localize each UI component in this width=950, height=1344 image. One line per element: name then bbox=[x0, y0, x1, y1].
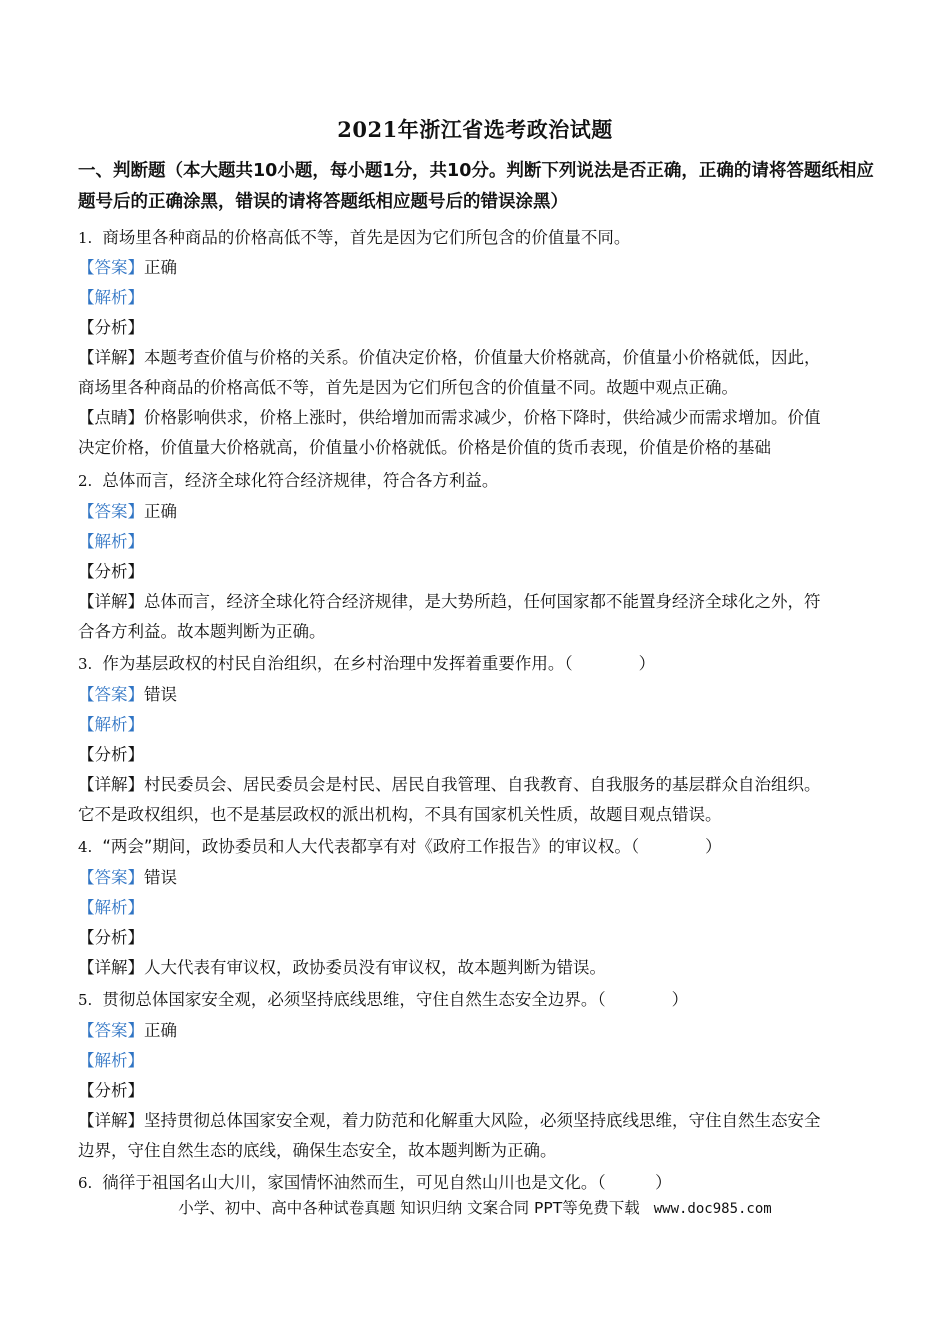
answer-label: 【答案】 bbox=[78, 258, 144, 277]
question-text: 徜徉于祖国名山大川，家国情怀油然而生，可见自然山川也是文化。（ ） bbox=[102, 1173, 672, 1192]
page-footer bbox=[0, 1196, 950, 1218]
fenxi-label: 【分析】 bbox=[78, 318, 144, 337]
question-number: 1. bbox=[78, 229, 93, 247]
detail-row bbox=[78, 773, 821, 797]
detail-row-cont bbox=[78, 376, 738, 400]
question-6 bbox=[78, 1171, 672, 1195]
fenxi-label: 【分析】 bbox=[78, 1081, 144, 1100]
question-text: 总体而言，经济全球化符合经济规律，符合各方利益。 bbox=[102, 471, 499, 490]
analysis-row bbox=[78, 713, 144, 737]
question-number: 3. bbox=[78, 655, 93, 673]
analysis-label: 【解析】 bbox=[78, 1051, 144, 1070]
fenxi-row bbox=[78, 743, 144, 767]
question-number: 6. bbox=[78, 1174, 93, 1192]
fenxi-row bbox=[78, 1079, 144, 1103]
answer-row bbox=[78, 1019, 177, 1043]
fenxi-label: 【分析】 bbox=[78, 562, 144, 581]
footer-text: 小学、初中、高中各种试卷真题 知识归纳 文案合同 PPT等免费下载 bbox=[178, 1199, 640, 1217]
question-number: 5. bbox=[78, 991, 93, 1009]
question-text: 贯彻总体国家安全观，必须坚持底线思维，守住自然生态安全边界。（ ） bbox=[102, 990, 689, 1009]
detail-text: 合各方利益。故本题判断为正确。 bbox=[78, 622, 326, 641]
fenxi-row bbox=[78, 926, 144, 950]
detail-text: 人大代表有审议权，政协委员没有审议权，故本题判断为错误。 bbox=[144, 958, 606, 977]
detail-label: 【详解】 bbox=[78, 775, 144, 794]
answer-value: 错误 bbox=[144, 868, 177, 887]
analysis-label: 【解析】 bbox=[78, 898, 144, 917]
fenxi-label: 【分析】 bbox=[78, 745, 144, 764]
analysis-label: 【解析】 bbox=[78, 715, 144, 734]
analysis-row bbox=[78, 896, 144, 920]
answer-row bbox=[78, 500, 177, 524]
detail-label: 【详解】 bbox=[78, 592, 144, 611]
analysis-row bbox=[78, 286, 144, 310]
fenxi-row bbox=[78, 560, 144, 584]
question-number: 2. bbox=[78, 472, 93, 490]
detail-text: 村民委员会、居民委员会是村民、居民自我管理、自我教育、自我服务的基层群众自治组织。 bbox=[144, 775, 821, 794]
question-text: “两会”期间，政协委员和人大代表都享有对《政府工作报告》的审议权。（ ） bbox=[102, 837, 722, 856]
question-4 bbox=[78, 835, 722, 859]
answer-label: 【答案】 bbox=[78, 685, 144, 704]
answer-value: 正确 bbox=[144, 258, 177, 277]
detail-text: 本题考查价值与价格的关系。价值决定价格，价值量大价格就高，价值量小价格就低，因此， bbox=[144, 348, 821, 367]
detail-label: 【详解】 bbox=[78, 1111, 144, 1130]
page-title: 2021年浙江省选考政治试题 bbox=[337, 117, 613, 142]
answer-row bbox=[78, 866, 177, 890]
detail-row bbox=[78, 956, 606, 980]
detail-row-cont bbox=[78, 620, 326, 644]
detail-row-cont bbox=[78, 803, 722, 827]
question-5 bbox=[78, 988, 688, 1012]
answer-label: 【答案】 bbox=[78, 868, 144, 887]
answer-value: 正确 bbox=[144, 502, 177, 521]
analysis-row bbox=[78, 530, 144, 554]
answer-row bbox=[78, 683, 177, 707]
question-text: 作为基层政权的村民自治组织，在乡村治理中发挥着重要作用。（ ） bbox=[102, 654, 656, 673]
answer-row bbox=[78, 256, 177, 280]
dianjing-label: 【点睛】 bbox=[78, 408, 144, 427]
question-1 bbox=[78, 226, 630, 250]
detail-text: 它不是政权组织，也不是基层政权的派出机构，不具有国家机关性质，故题目观点错误。 bbox=[78, 805, 722, 824]
analysis-label: 【解析】 bbox=[78, 532, 144, 551]
detail-text: 总体而言，经济全球化符合经济规律，是大势所趋，任何国家都不能置身经济全球化之外，符 bbox=[144, 592, 821, 611]
answer-label: 【答案】 bbox=[78, 1021, 144, 1040]
section-heading: 一、判断题（本大题共10小题，每小题1分，共10分。判断下列说法是否正确，正确的请将答题纸相应题号后的正确涂黑，错误的请将答题纸相应题号后的错误涂黑） bbox=[78, 161, 874, 212]
question-2 bbox=[78, 469, 498, 493]
detail-row bbox=[78, 1109, 821, 1133]
detail-row bbox=[78, 590, 821, 614]
answer-value: 错误 bbox=[144, 685, 177, 704]
question-text: 商场里各种商品的价格高低不等，首先是因为它们所包含的价值量不同。 bbox=[102, 228, 631, 247]
answer-value: 正确 bbox=[144, 1021, 177, 1040]
dianjing-row bbox=[78, 406, 821, 430]
dianjing-text: 价格影响供求，价格上涨时，供给增加而需求减少，价格下降时，供给减少而需求增加。价值 bbox=[144, 408, 821, 427]
answer-label: 【答案】 bbox=[78, 502, 144, 521]
detail-label: 【详解】 bbox=[78, 348, 144, 367]
analysis-row bbox=[78, 1049, 144, 1073]
detail-row-cont bbox=[78, 1139, 557, 1163]
question-3 bbox=[78, 652, 655, 676]
footer-url[interactable]: www.doc985.com bbox=[653, 1201, 772, 1217]
dianjing-row-cont bbox=[78, 436, 771, 460]
detail-text: 坚持贯彻总体国家安全观，着力防范和化解重大风险，必须坚持底线思维，守住自然生态安全 bbox=[144, 1111, 821, 1130]
fenxi-row bbox=[78, 316, 144, 340]
analysis-label: 【解析】 bbox=[78, 288, 144, 307]
detail-label: 【详解】 bbox=[78, 958, 144, 977]
question-number: 4. bbox=[78, 838, 93, 856]
fenxi-label: 【分析】 bbox=[78, 928, 144, 947]
detail-text: 边界，守住自然生态的底线，确保生态安全，故本题判断为正确。 bbox=[78, 1141, 557, 1160]
detail-row bbox=[78, 346, 821, 370]
dianjing-text: 决定价格，价值量大价格就高，价值量小价格就低。价格是价值的货币表现，价值是价格的基础 bbox=[78, 438, 771, 457]
detail-text: 商场里各种商品的价格高低不等，首先是因为它们所包含的价值量不同。故题中观点正确。 bbox=[78, 378, 738, 397]
